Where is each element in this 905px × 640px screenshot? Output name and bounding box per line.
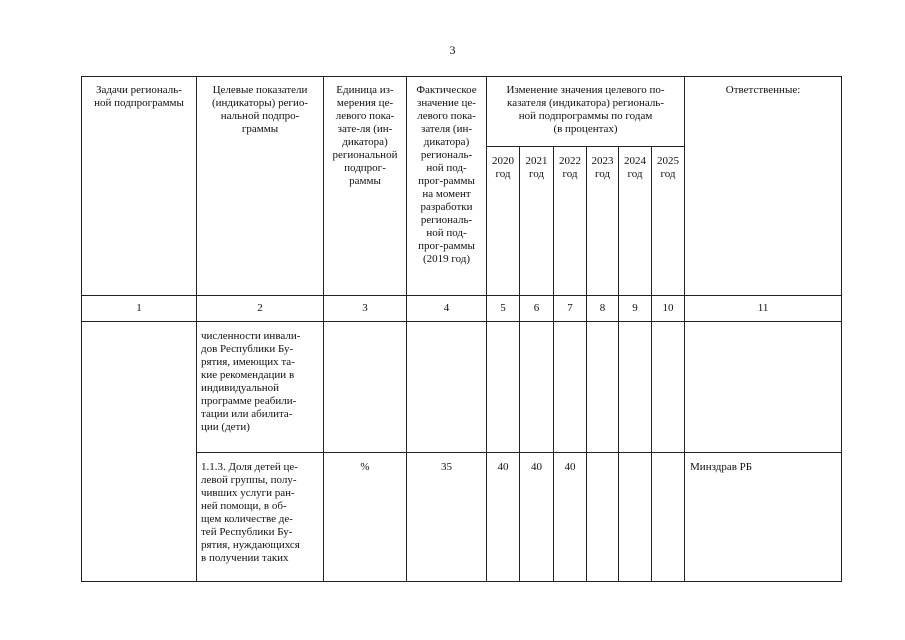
task-cell (82, 322, 197, 582)
year-value-cell (587, 453, 619, 582)
header-year: 2025 год (652, 147, 685, 296)
header-tasks: Задачи региональ- ной подпрограммы (82, 77, 197, 296)
year-value-cell (619, 322, 652, 453)
year-value-cell (487, 322, 520, 453)
header-indicators: Целевые показатели (индикаторы) регио- нальной подпро- граммы (197, 77, 324, 296)
column-number: 1 (82, 296, 197, 322)
column-number: 7 (554, 296, 587, 322)
year-value-cell (587, 322, 619, 453)
year-value-cell: 40 (520, 453, 554, 582)
unit-cell: % (324, 453, 407, 582)
column-number: 10 (652, 296, 685, 322)
column-number: 6 (520, 296, 554, 322)
column-number: 3 (324, 296, 407, 322)
page-number: 3 (449, 43, 456, 57)
header-year: 2024 год (619, 147, 652, 296)
column-number: 8 (587, 296, 619, 322)
indicator-cell: численности инвали- дов Республики Бу- рятия, имеющих та- кие рекомендации в индивидуальной программе реабили- тации или абилита- ции (дети) (197, 322, 324, 453)
indicators-table (81, 76, 842, 582)
column-number: 11 (685, 296, 842, 322)
header-unit: Единица из- мерения це- левого пока- зате-ля (ин- дикатора) региональной подпрог- раммы (324, 77, 407, 296)
indicator-cell: 1.1.3. Доля детей це- левой группы, полу- чивших услуги ран- ней помощи, в об- щем количестве де- тей Республики Бу- рятия, нуждающихся в получении таких (197, 453, 324, 582)
year-value-cell (652, 322, 685, 453)
actual-value-cell: 35 (407, 453, 487, 582)
year-value-cell: 40 (487, 453, 520, 582)
table-row (82, 322, 842, 453)
year-value-cell (554, 322, 587, 453)
year-value-cell (652, 453, 685, 582)
header-year: 2023 год (587, 147, 619, 296)
column-number: 2 (197, 296, 324, 322)
column-number: 4 (407, 296, 487, 322)
responsible-cell: Минздрав РБ (685, 453, 842, 582)
unit-cell (324, 322, 407, 453)
header-change-by-year: Изменение значения целевого по- казателя (индикатора) региональ- ной подпрограммы по годам (в процентах) (487, 77, 685, 147)
year-value-cell: 40 (554, 453, 587, 582)
header-responsible: Ответственные: (685, 77, 842, 296)
responsible-cell (685, 322, 842, 453)
header-actual-value: Фактическое значение це- левого пока- зателя (ин- дикатора) региональ- ной под- прог-раммы на момент разработки региональ- ной под- прог-раммы (2019 год) (407, 77, 487, 296)
column-number: 9 (619, 296, 652, 322)
header-year: 2021 год (520, 147, 554, 296)
header-year: 2020 год (487, 147, 520, 296)
header-year: 2022 год (554, 147, 587, 296)
year-value-cell (619, 453, 652, 582)
year-value-cell (520, 322, 554, 453)
actual-value-cell (407, 322, 487, 453)
column-number: 5 (487, 296, 520, 322)
